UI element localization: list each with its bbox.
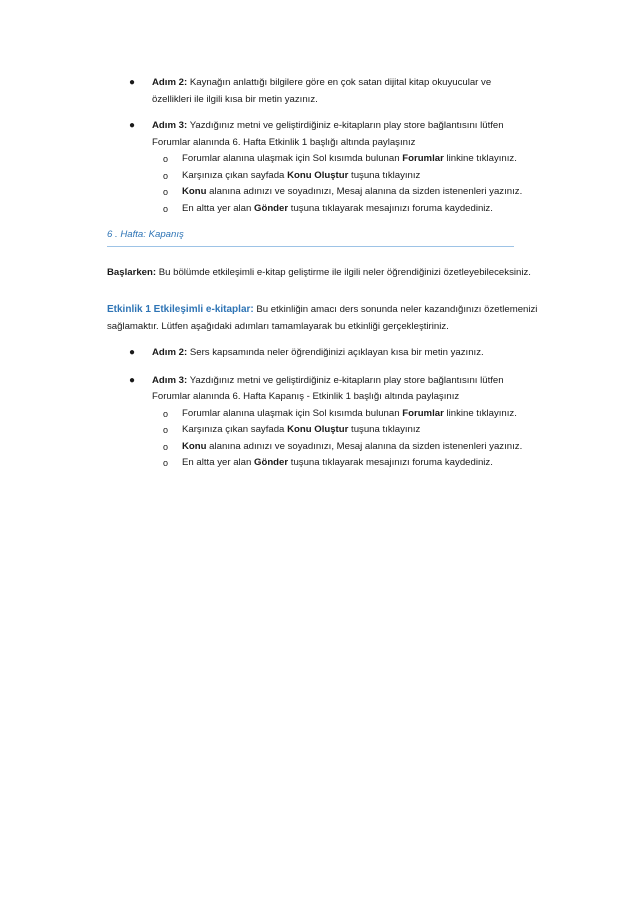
step-label: Adım 2:: [152, 347, 188, 358]
forumlar-link-text: Forumlar: [402, 407, 444, 419]
step-list-1: [0, 75, 638, 217]
substep-item: o En altta yer alan Gönder tuşuna tıklayarak mesajınızı foruma kaydediniz.: [0, 201, 562, 218]
circle-bullet-icon: o: [163, 408, 169, 419]
step-label: Adım 2:: [152, 77, 188, 88]
substep-item: o Karşınıza çıkan sayfada Konu Oluştur tuşuna tıklayınız: [0, 168, 562, 185]
step-item: [0, 373, 532, 406]
konu-olustur-text: Konu Oluştur: [287, 169, 349, 181]
circle-bullet-icon: o: [163, 425, 169, 435]
intro-label: Başlarken:: [107, 267, 157, 278]
substep-item: o En altta yer alan Gönder tuşuna tıklayarak mesajınızı foruma kaydediniz.: [0, 455, 562, 472]
activity-paragraph: [107, 302, 547, 335]
step-text: Yazdığınız metni ve geliştirdiğiniz e-kitapların play store bağlantısını lütfen Forumlar alanında 6. Hafta Etkinlik 1 başlığı altında paylaşınız: [152, 120, 504, 148]
step-text: Yazdığınız metni ve geliştirdiğiniz e-kitapların play store bağlantısını lütfen Forumlar alanında 6. Hafta Kapanış - Etkinlik 1 başlığı altında paylaşınız: [152, 374, 504, 402]
step-item: [0, 75, 532, 108]
konu-text: Konu: [182, 440, 207, 452]
step-label: Adım 3:: [152, 374, 188, 386]
circle-bullet-icon: o: [163, 203, 169, 214]
step-item: [0, 345, 532, 362]
step-item: [0, 118, 532, 151]
bullet-icon: ●: [129, 77, 136, 88]
substep-item: o Forumlar alanına ulaşmak için Sol kısımda bulunan Forumlar linkine tıklayınız.: [0, 406, 562, 423]
konu-olustur-text: Konu Oluştur: [287, 424, 349, 435]
bullet-icon: ●: [129, 347, 136, 358]
circle-bullet-icon: o: [163, 170, 169, 181]
substep-item: o Forumlar alanına ulaşmak için Sol kısımda bulunan Forumlar linkine tıklayınız.: [0, 151, 562, 168]
gonder-text: Gönder: [254, 457, 289, 468]
step-list-2: [0, 345, 638, 472]
activity-title: Etkinlik 1 Etkileşimli e-kitaplar:: [107, 304, 254, 315]
konu-text: Konu: [182, 186, 207, 197]
bullet-icon: ●: [129, 120, 136, 131]
forumlar-link-text: Forumlar: [402, 153, 444, 164]
substep-item: o Karşınıza çıkan sayfada Konu Oluştur tuşuna tıklayınız: [0, 422, 562, 439]
gonder-text: Gönder: [254, 202, 289, 214]
circle-bullet-icon: o: [163, 154, 169, 164]
circle-bullet-icon: o: [163, 187, 169, 197]
section-heading: 6 . Hafta: Kapanış: [107, 228, 514, 247]
step-label: Adım 3:: [152, 120, 188, 131]
step-text: Sers kapsamında neler öğrendiğinizi açıklayan kısa bir metin yazınız.: [189, 347, 484, 358]
activity-text: Bu etkinliğin amacı ders sonunda neler kazandığınızı özetlemenizi sağlamaktır. Lütfen aşağıdaki adımları tamamlayarak bu etkinliği gerçekleştiriniz.: [107, 304, 538, 332]
substep-item: o Konu alanına adınızı ve soyadınızı, Mesaj alanına da sizden istenenleri yazınız.: [0, 184, 562, 201]
circle-bullet-icon: o: [163, 458, 169, 468]
bullet-icon: ●: [129, 374, 136, 386]
substep-item: o Konu alanına adınızı ve soyadınızı, Mesaj alanına da sizden istenenleri yazınız.: [0, 439, 562, 456]
circle-bullet-icon: o: [163, 441, 169, 452]
intro-text: Bu bölümde etkileşimli e-kitap geliştirme ile ilgili neler öğrendiğinizi özetleyebileceksiniz.: [156, 267, 531, 278]
step-text: Kaynağın anlattığı bilgilere göre en çok satan dijital kitap okuyucular ve özellikleri ile ilgili kısa bir metin yazınız.: [152, 77, 492, 105]
intro-paragraph: [107, 265, 547, 282]
